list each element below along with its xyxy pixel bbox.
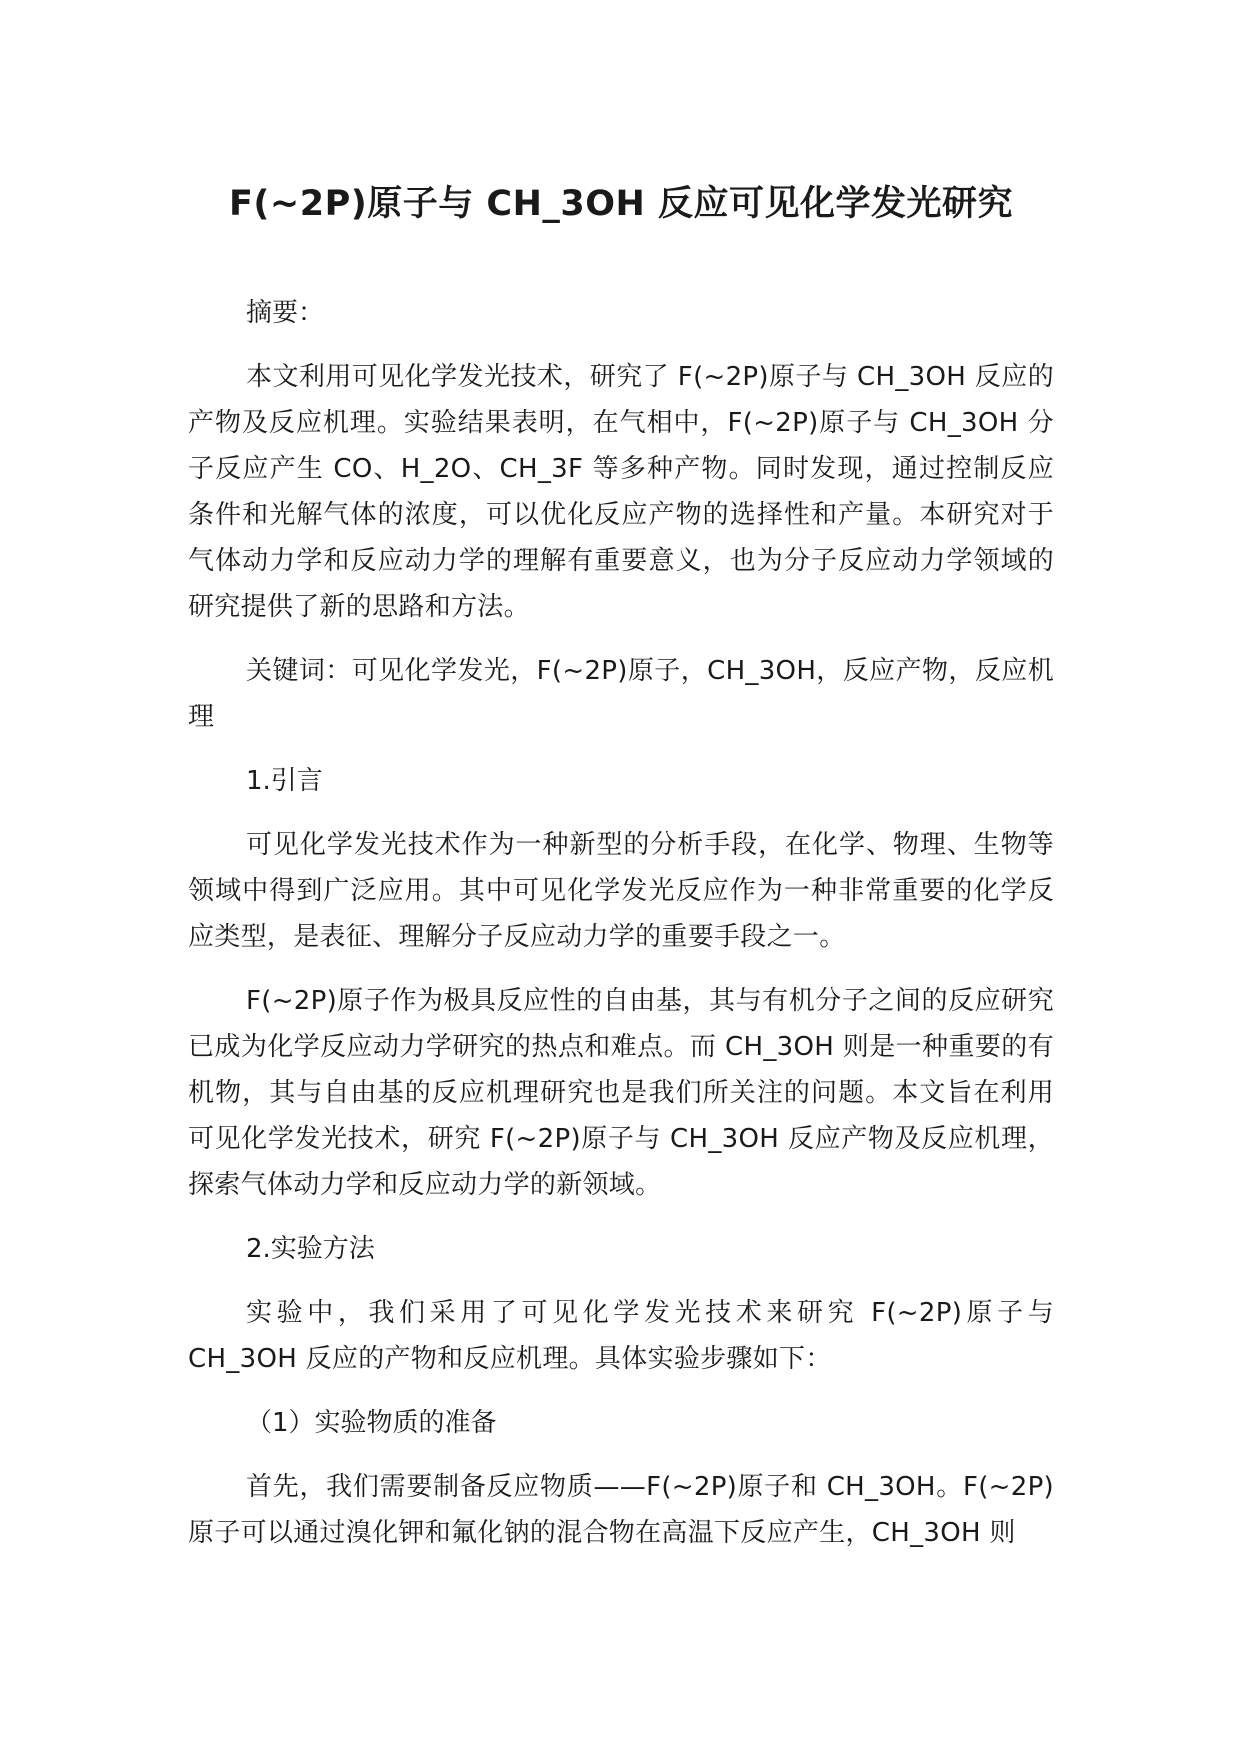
document-body: [188, 290, 1054, 1574]
abstract-paragraph: 本文利用可见化学发光技术，研究了 F(~2P)原子与 CH_3OH 反应的产物及反应机理。实验结果表明，在气相中，F(~2P)原子与 CH_3OH 分子反应产生 CO、H_2O、CH_3F 等多种产物。同时发现，通过控制反应条件和光解气体的浓度，可以优化反应产物的选择性和产量。本研究对于气体动力学和反应动力学的理解有重要意义，也为分子反应动力学领域的研究提供了新的思路和方法。: [188, 362, 1054, 622]
methods-paragraph-1: 实验中，我们采用了可见化学发光技术来研究 F(~2P)原子与 CH_3OH 反应的产物和反应机理。具体实验步骤如下：: [188, 1298, 1054, 1374]
document-page: [188, 0, 1054, 1754]
section-heading-methods: 2.实验方法: [246, 1234, 375, 1264]
introduction-paragraph-2: F(~2P)原子作为极具反应性的自由基，其与有机分子之间的反应研究已成为化学反应动力学研究的热点和难点。而 CH_3OH 则是一种重要的有机物，其与自由基的反应机理研究也是我们所关注的问题。本文旨在利用可见化学发光技术，研究 F(~2P)原子与 CH_3OH 反应产物及反应机理，探索气体动力学和反应动力学的新领域。: [188, 986, 1054, 1200]
subsection-heading-materials: （1）实验物质的准备: [246, 1408, 497, 1438]
materials-paragraph-1: 首先，我们需要制备反应物质——F(~2P)原子和 CH_3OH。F(~2P)原子可以通过溴化钾和氟化钠的混合物在高温下反应产生，CH_3OH 则: [188, 1472, 1054, 1548]
section-heading-introduction: 1.引言: [246, 766, 323, 796]
document-title: F(~2P)原子与 CH_3OH 反应可见化学发光研究: [229, 184, 1013, 224]
introduction-paragraph-1: 可见化学发光技术作为一种新型的分析手段，在化学、物理、生物等领域中得到广泛应用。其中可见化学发光反应作为一种非常重要的化学反应类型，是表征、理解分子反应动力学的重要手段之一。: [188, 830, 1054, 952]
abstract-label: 摘要：: [246, 298, 325, 328]
keywords-paragraph: 关键词：可见化学发光，F(~2P)原子，CH_3OH，反应产物，反应机理: [188, 656, 1054, 732]
